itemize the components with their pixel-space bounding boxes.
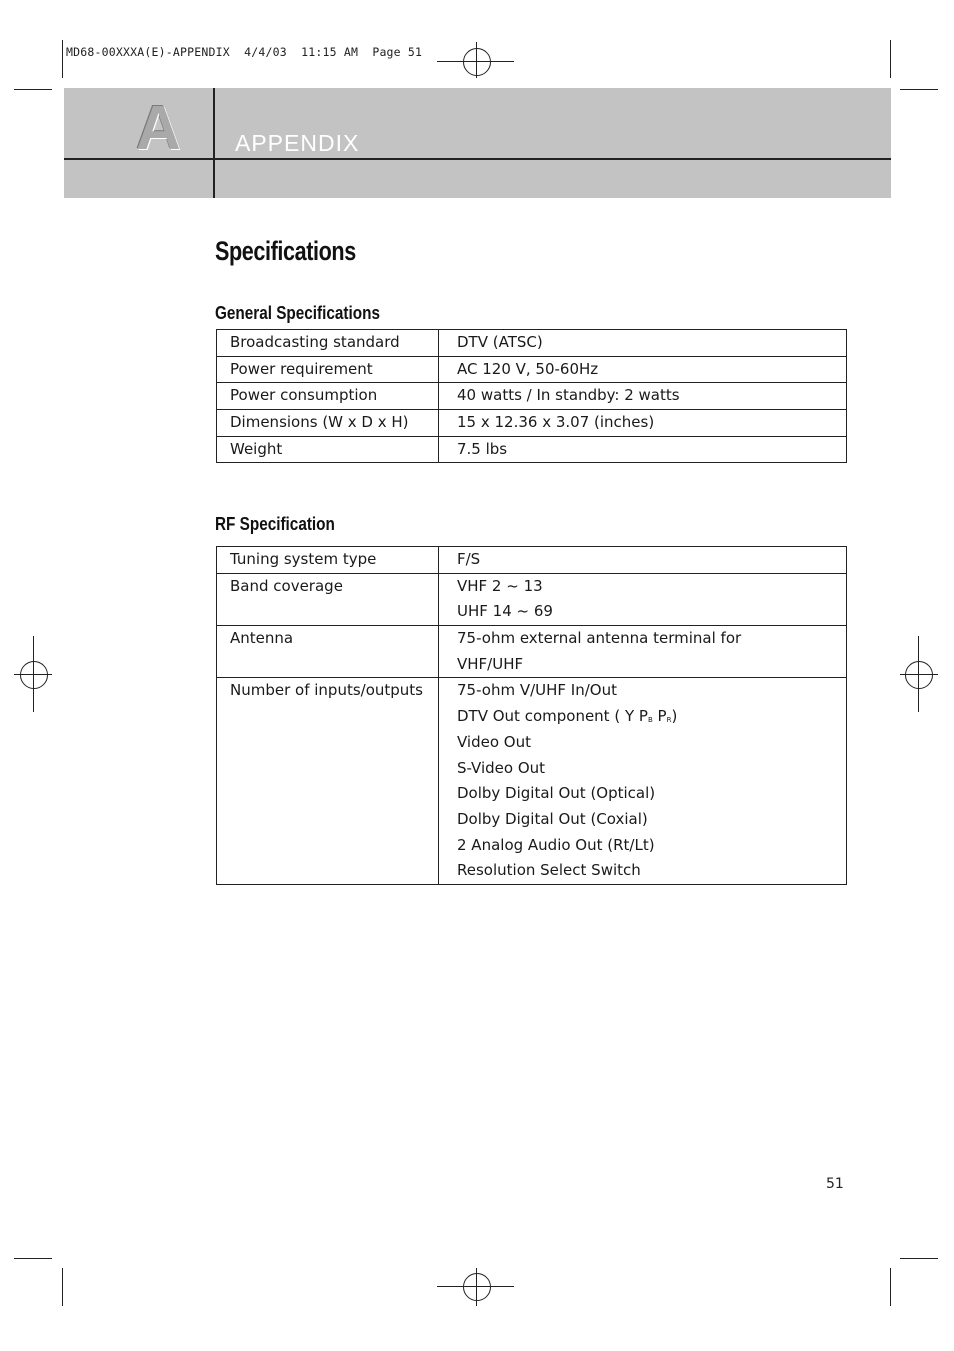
rf-spec-title: RF Specification [215, 514, 335, 534]
spec-value: 40 watts / In standby: 2 watts [457, 386, 680, 405]
spec-label: Broadcasting standard [230, 333, 400, 351]
spec-value: UHF 14 ~ 69 [457, 602, 553, 621]
spec-label: Dimensions (W x D x H) [230, 413, 409, 432]
spec-value: Video Out [457, 732, 531, 751]
spec-label: Number of inputs/outputs [230, 681, 423, 700]
spec-label: Power consumption [230, 386, 378, 405]
spec-value: VHF/UHF [457, 654, 524, 673]
table-row [217, 383, 847, 410]
spec-label: Weight [230, 439, 283, 458]
spec-value: VHF 2 ~ 13 [457, 576, 543, 595]
table-row [217, 678, 847, 885]
spec-value: 75-ohm external antenna terminal for [457, 629, 742, 648]
spec-value: 2 Analog Audio Out (Rt/Lt) [457, 835, 655, 854]
banner-vertical-divider [213, 88, 215, 198]
spec-value: Dolby Digital Out (Optical) [457, 784, 656, 803]
general-specs-title: General Specifications [215, 303, 380, 323]
spec-value: F/S [457, 550, 481, 568]
spec-label: Band coverage [230, 576, 343, 595]
spec-value: 7.5 lbs [457, 439, 508, 458]
spec-value-component [457, 704, 846, 730]
spec-value: S-Video Out [457, 758, 546, 777]
spec-value: Resolution Select Switch [457, 861, 641, 880]
table-row [217, 626, 847, 678]
pr-subscript: R [666, 716, 672, 725]
spec-label: Tuning system type [230, 550, 377, 568]
component-text: DTV Out component ( Y P [457, 707, 648, 726]
page-title: Specifications [215, 236, 356, 266]
spec-label: Antenna [230, 629, 294, 648]
table-row [217, 436, 847, 463]
printer-slug: MD68-00XXXA(E)-APPENDIX 4/4/03 11:15 AM Page 51 [66, 45, 423, 59]
spec-value: 75-ohm V/UHF In/Out [457, 681, 617, 700]
spec-value: 15 x 12.36 x 3.07 (inches) [457, 413, 655, 432]
banner-divider [64, 158, 891, 160]
table-row [217, 330, 847, 357]
rf-spec-table [216, 546, 847, 885]
close-paren: ) [671, 707, 678, 726]
spec-value: AC 120 V, 50-60Hz [457, 359, 599, 378]
spec-value: Dolby Digital Out (Coxial) [457, 809, 648, 828]
spec-label: Power requirement [230, 359, 373, 378]
table-row [217, 410, 847, 437]
page-number: 51 [826, 1176, 844, 1192]
table-row [217, 573, 847, 625]
pb-subscript: B [647, 716, 653, 725]
appendix-letter: A [136, 94, 181, 163]
spec-value: DTV (ATSC) [457, 333, 543, 351]
table-row [217, 547, 847, 574]
header-banner [64, 88, 891, 198]
table-row [217, 356, 847, 383]
appendix-title: APPENDIX [235, 130, 360, 156]
p-letter: P [657, 707, 667, 726]
general-specs-table [216, 329, 847, 463]
